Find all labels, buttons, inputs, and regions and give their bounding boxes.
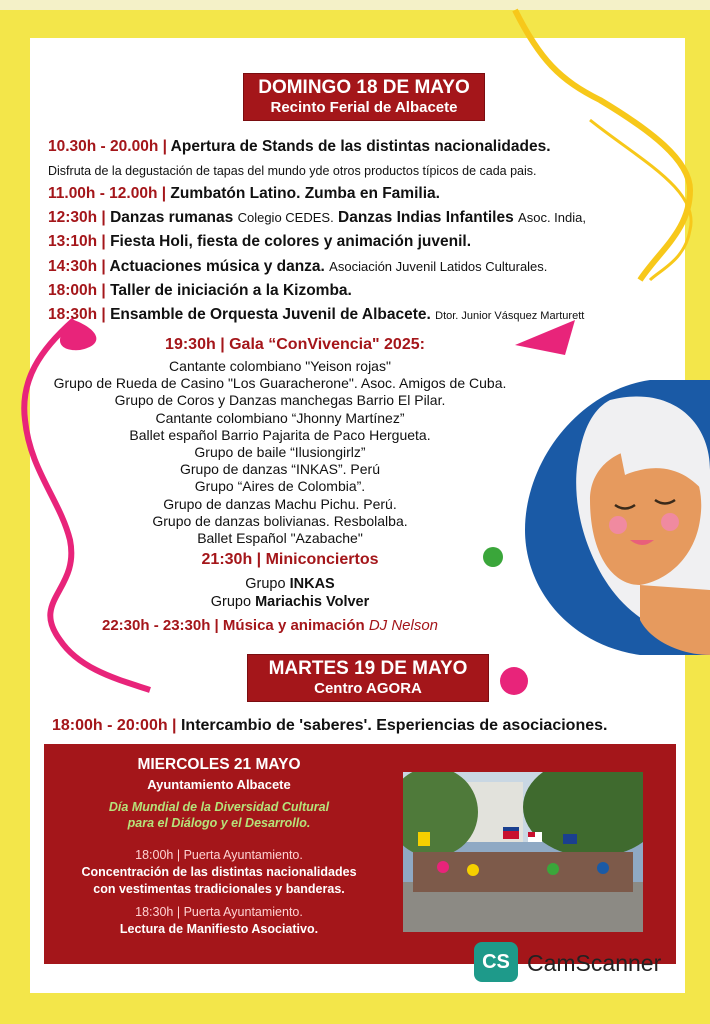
martes-time: 18:00h - 20:00h | — [52, 717, 177, 734]
martes-text: Intercambio de 'saberes'. Esperiencias de asociaciones. — [180, 717, 608, 734]
miercoles-venue: Ayuntamiento Albacete — [147, 777, 291, 792]
schedule-row — [48, 209, 586, 227]
mini-prefix: Grupo — [245, 576, 286, 592]
yellow-ribbon-thin — [590, 120, 691, 280]
lineup-item: Grupo de danzas Machu Pichu. Perú. — [163, 495, 397, 512]
row-title: Fiesta Holi, fiesta de colores y animación juvenil. — [110, 233, 471, 250]
ev1-text-1: Concentración de las distintas nacionalidades — [81, 865, 357, 879]
ev1-time: 18:00h | Puerta Ayuntamiento. — [135, 848, 303, 862]
schedule-row — [48, 233, 471, 251]
row-time: 14:30h | — [48, 258, 106, 275]
schedule-row — [48, 282, 352, 300]
miercoles-subtitle-2: para el Diálogo y el Desarrollo. — [127, 816, 311, 830]
lineup-item: Grupo de danzas bolivianas. Resbolalba. — [152, 512, 408, 529]
row-title: Ensamble de Orquesta Juvenil de Albacete. — [110, 306, 431, 323]
domingo-venue: Recinto Ferial de Albacete — [270, 99, 458, 116]
row-title-2: Danzas Indias Infantiles — [338, 209, 514, 226]
camscanner-text: CamScanner — [527, 950, 662, 976]
row-time: 10.30h - 20.00h | — [48, 138, 167, 155]
row-time: 18:30h | — [48, 306, 106, 323]
mini-name: INKAS — [289, 576, 335, 592]
row-title: Danzas rumanas — [110, 209, 234, 226]
row-time: 18:00h | — [48, 282, 106, 299]
martes-header — [247, 654, 489, 702]
miniconciertos-title: 21:30h | Miniconciertos — [201, 551, 379, 568]
lineup-item: Ballet Español "Azabache" — [197, 530, 363, 547]
mini-prefix: Grupo — [210, 594, 252, 610]
miercoles-title: MIERCOLES 21 MAYO — [137, 756, 301, 773]
schedule-row — [48, 138, 551, 156]
miniconcierto-item — [0, 576, 580, 593]
martes-venue: Centro AGORA — [314, 680, 422, 697]
martes-title: MARTES 19 DE MAYO — [268, 658, 468, 679]
row-detail: Disfruta de la degustación de tapas del mundo yde otros productos típicos de cada pais. — [48, 164, 537, 178]
lineup-item: Grupo de Coros y Danzas manchegas Barrio El Pilar. — [114, 392, 446, 409]
mini-name: Mariachis Volver — [255, 594, 370, 610]
row-title: Taller de iniciación a la Kizomba. — [110, 282, 352, 299]
row-title: Actuaciones música y danza. — [109, 258, 325, 275]
lineup-item: Grupo “Aires de Colombia”. — [194, 478, 366, 495]
ev2-time: 18:30h | Puerta Ayuntamiento. — [135, 905, 303, 919]
schedule-row — [48, 306, 584, 324]
row-time: 12:30h | — [48, 209, 106, 226]
gala-title: 19:30h | Gala “ConVivencia" 2025: — [165, 336, 425, 353]
lineup-item: Grupo de Rueda de Casino "Los Guaracherone". Asoc. Amigos de Cuba. — [53, 375, 507, 392]
lineup-item: Cantante colombiano "Yeison rojas" — [169, 358, 391, 374]
final-time: 22:30h - 23:30h | — [102, 617, 219, 634]
lineup-item: Grupo de danzas “INKAS”. Perú — [180, 461, 380, 478]
row-note: Colegio CEDES. — [237, 210, 334, 225]
schedule-row — [48, 185, 440, 203]
final-title: Música y animación — [222, 617, 365, 634]
row-time: 13:10h | — [48, 233, 106, 250]
row-time: 11.00h - 12.00h | — [48, 185, 167, 202]
final-dj: DJ Nelson — [368, 617, 439, 634]
miercoles-subtitle-1: Día Mundial de la Diversidad Cultural — [108, 800, 330, 814]
schedule-row — [48, 258, 547, 276]
domingo-title: DOMINGO 18 DE MAYO — [258, 77, 470, 98]
row-note-2: Asoc. India, — [518, 210, 586, 225]
domingo-header — [243, 73, 485, 121]
row-note: Dtor. Junior Vásquez Marturett — [435, 310, 585, 322]
final-event — [102, 617, 438, 634]
row-title: Zumbatón Latino. Zumba en Familia. — [170, 185, 440, 202]
pink-dot — [500, 667, 528, 695]
lineup-item: Grupo de baile “Ilusiongirlz” — [194, 444, 366, 461]
ev1-text-2: con vestimentas tradicionales y banderas. — [93, 882, 345, 896]
lineup-item: Ballet español Barrio Pajarita de Paco Hergueta. — [129, 426, 431, 443]
row-title: Apertura de Stands de las distintas nacionalidades. — [170, 138, 551, 155]
camscanner-logo: CS — [474, 942, 518, 982]
lineup-item: Cantante colombiano “Jhonny Martínez” — [155, 409, 405, 426]
gala-lineup — [0, 358, 560, 547]
ev2-text: Lectura de Manifiesto Asociativo. — [119, 922, 319, 936]
event-photo — [403, 772, 643, 932]
martes-event — [52, 717, 607, 735]
row-note: Asociación Juvenil Latidos Culturales. — [329, 259, 548, 274]
miniconcierto-item — [0, 594, 580, 611]
